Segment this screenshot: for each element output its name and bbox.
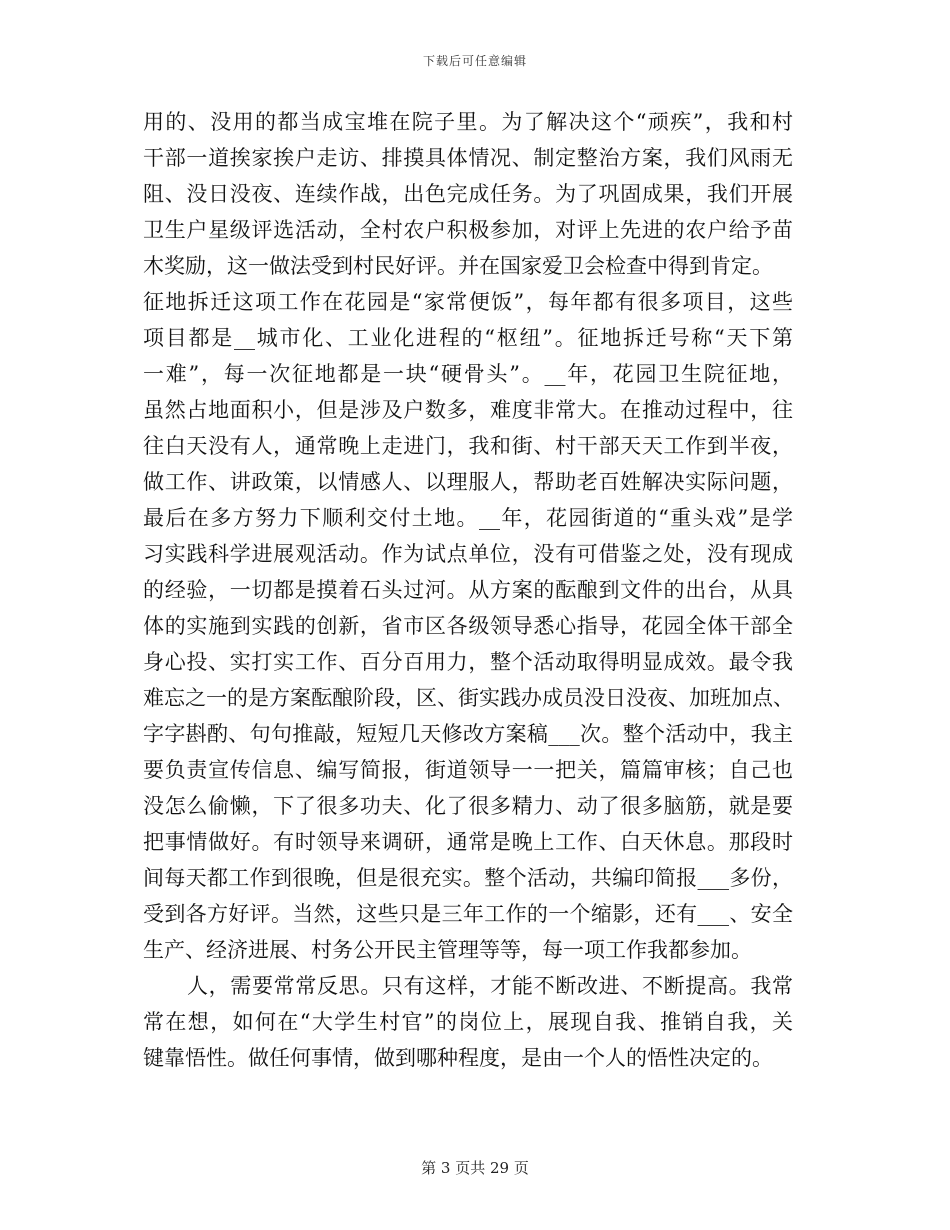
document-body [143, 104, 793, 1076]
text-line: 要负责宣传信息、编写简报，街道领导一一把关，篇篇审核；自己也 [143, 758, 793, 782]
page-number: 第 3 页共 29 页 [421, 1159, 529, 1177]
text-line: 键靠悟性。做任何事情，做到哪种程度，是由一个人的悟性决定的。 [143, 1046, 773, 1070]
text-line: 卫生户星级评选活动，全村农户积极参加，对评上先进的农户给予苗 [143, 218, 793, 242]
paragraph-first-line: 人，需要常常反思。只有这样，才能不断改进、不断提高。我常 [187, 974, 793, 998]
text-line: 把事情做好。有时领导来调研，通常是晚上工作、白天休息。那段时 [143, 830, 793, 854]
text-line: 常在想，如何在“大学生村官”的岗位上，展现自我、推销自我，关 [143, 1010, 793, 1034]
text-line: 阻、没日没夜、连续作战，出色完成任务。为了巩固成果，我们开展 [143, 182, 793, 206]
text-line: 身心投、实打实工作、百分百用力，整个活动取得明显成效。最令我 [143, 650, 793, 674]
text-line: 用的、没用的都当成宝堆在院子里。为了解决这个“顽疾”，我和村 [143, 110, 793, 134]
text-line: 木奖励，这一做法受到村民好评。并在国家爱卫会检查中得到肯定。 [143, 254, 773, 278]
text-line: 做工作、讲政策，以情感人、以理服人，帮助老百姓解决实际问题， [143, 470, 793, 494]
text-line: 习实践科学进展观活动。作为试点单位，没有可借鉴之处，没有现成 [143, 542, 793, 566]
text-line: 受到各方好评。当然，这些只是三年工作的一个缩影，还有___、安全 [143, 902, 793, 926]
text-line: 生产、经济进展、村务公开民主管理等等，每一项工作我都参加。 [143, 938, 752, 962]
text-line: 体的实施到实践的创新，省市区各级领导悉心指导，花园全体干部全 [143, 614, 793, 638]
text-line: 的经验，一切都是摸着石头过河。从方案的酝酿到文件的出台，从具 [143, 578, 793, 602]
text-line: 虽然占地面积小，但是涉及户数多，难度非常大。在推动过程中，往 [143, 398, 793, 422]
text-line: 没怎么偷懒，下了很多功夫、化了很多精力、动了很多脑筋，就是要 [143, 794, 793, 818]
text-line: 字字斟酌、句句推敲，短短几天修改方案稿___次。整个活动中，我主 [143, 722, 793, 746]
text-line: 干部一道挨家挨户走访、排摸具体情况、制定整治方案，我们风雨无 [143, 146, 793, 170]
text-line: 最后在多方努力下顺利交付土地。__年，花园街道的“重头戏”是学 [143, 506, 793, 530]
text-line: 难忘之一的是方案酝酿阶段，区、街实践办成员没日没夜、加班加点、 [143, 686, 794, 710]
text-line: 间每天都工作到很晚，但是很充实。整个活动，共编印简报___多份， [143, 866, 793, 890]
page-header: 下载后可任意编辑 [422, 54, 527, 68]
text-line: 往白天没有人，通常晚上走进门，我和街、村干部天天工作到半夜， [143, 434, 793, 458]
text-line: 一难”，每一次征地都是一块“硬骨头”。__年，花园卫生院征地， [143, 362, 793, 386]
text-line: 征地拆迁这项工作在花园是“家常便饭”，每年都有很多项目，这些 [143, 290, 793, 314]
text-line: 项目都是__城市化、工业化进程的“枢纽”。征地拆迁号称“天下第 [143, 326, 793, 350]
